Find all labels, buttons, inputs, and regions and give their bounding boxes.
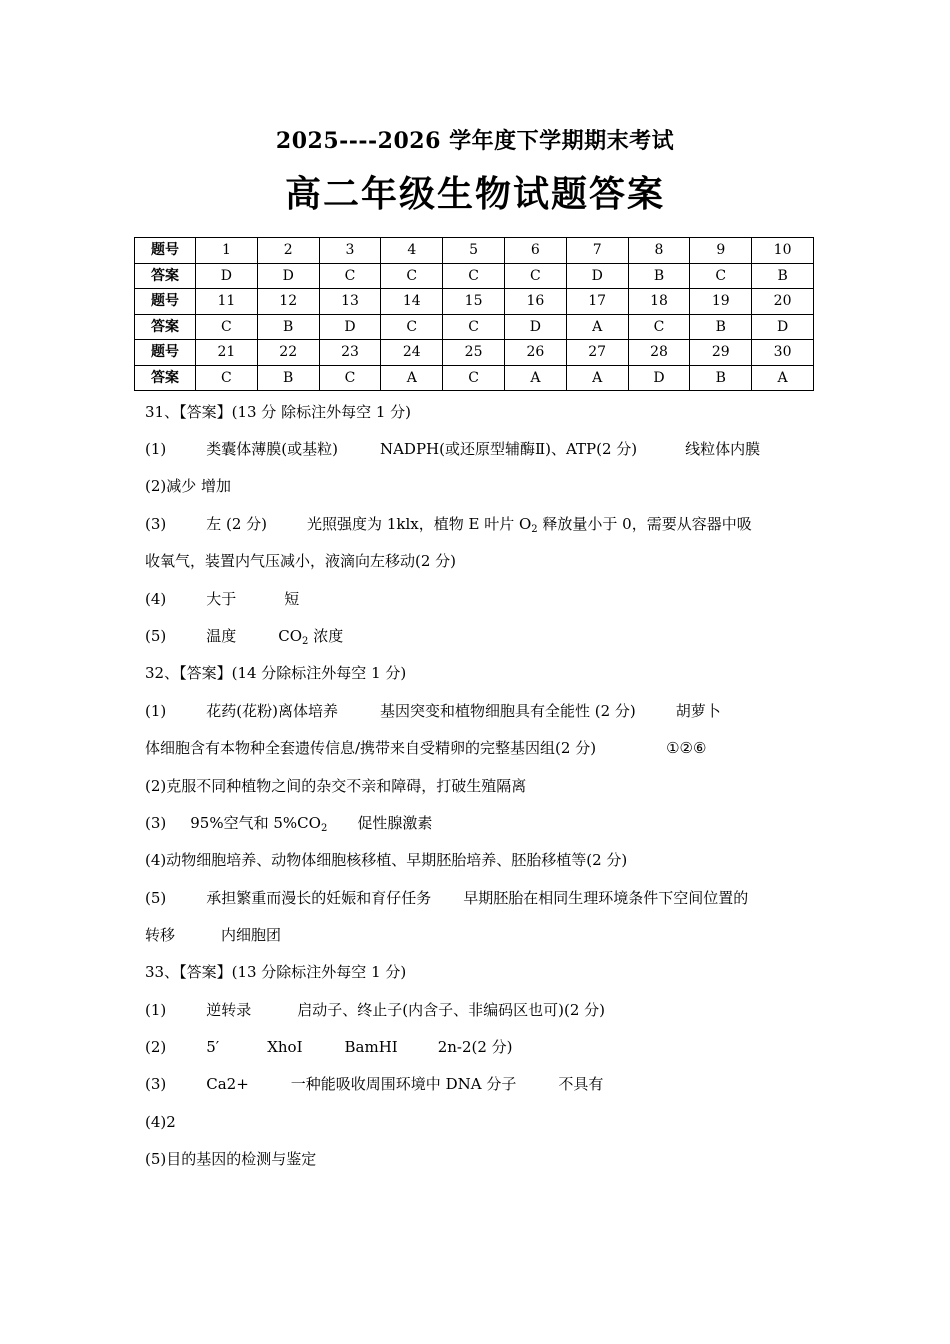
answer-cell: B — [628, 263, 690, 289]
table-row-numbers — [135, 289, 814, 315]
q33-p3-c: 不具有 — [558, 1075, 604, 1093]
table-row-answers — [135, 263, 814, 289]
answer-cell: C — [628, 314, 690, 340]
exam-title: 高二年级生物试题答案 — [284, 173, 665, 215]
q32-p1-c: 胡萝卜 — [675, 702, 721, 720]
q31-part2: (2)减少 增加 — [145, 477, 232, 495]
answer-cell: A — [504, 365, 566, 391]
question-number-cell: 10 — [752, 238, 814, 264]
q31-heading: 31、【答案】(13 分 除标注外每空 1 分) — [145, 403, 411, 421]
q32-p5-label: (5) — [145, 889, 167, 907]
answer-cell: D — [628, 365, 690, 391]
q32-part4: (4)动物细胞培养、动物体细胞核移植、早期胚胎培养、胚胎移植等(2 分) — [145, 851, 628, 869]
q31-part4 — [145, 588, 825, 610]
q31-p4-label: (4) — [145, 590, 167, 608]
question-number-cell: 28 — [628, 340, 690, 366]
q31-p4-a: 大于 — [206, 590, 237, 608]
q31-p1-c: 线粒体内膜 — [685, 440, 761, 458]
row-label-answer: 答案 — [135, 365, 196, 391]
q32-part5 — [145, 887, 825, 909]
row-label-number: 题号 — [135, 340, 196, 366]
q31-p3-a: 左 (2 分) — [206, 515, 268, 533]
answer-cell: C — [319, 263, 381, 289]
row-label-number: 题号 — [135, 289, 196, 315]
q33-p2-d: 2n-2(2 分) — [437, 1038, 513, 1056]
answer-cell: C — [443, 263, 505, 289]
answer-cell: C — [443, 314, 505, 340]
q31-p5-sub: 2 — [302, 636, 309, 647]
answer-cell: C — [196, 365, 258, 391]
q33-p3-label: (3) — [145, 1075, 167, 1093]
q32-p3-sub: 2 — [320, 823, 328, 834]
table-row-numbers — [135, 340, 814, 366]
q31-p4-b: 短 — [284, 590, 300, 608]
q31-part3 — [145, 513, 825, 535]
q33-part4: (4)2 — [145, 1113, 176, 1131]
exam-subtitle: 2025----2026 学年度下学期期末考试 — [275, 128, 675, 154]
q32-p5-a: 承担繁重而漫长的妊娠和育仔任务 — [206, 889, 432, 907]
question-number-cell: 14 — [381, 289, 443, 315]
question-number-cell: 21 — [196, 340, 258, 366]
question-number-cell: 23 — [319, 340, 381, 366]
q31-p1-a: 类囊体薄膜(或基粒) — [206, 440, 338, 458]
q31-p3-b2: 释放量小于 0，需要从容器中吸 — [537, 515, 752, 533]
q33-p2-a: 5′ — [206, 1038, 220, 1056]
answer-cell: D — [504, 314, 566, 340]
q33-p2-b: XhoI — [267, 1038, 303, 1056]
q31-p1-b: NADPH(或还原型辅酶Ⅱ)、ATP(2 分) — [379, 440, 638, 458]
q32-p5-cont-a: 转移 — [145, 926, 176, 944]
q31-p3-label: (3) — [145, 515, 167, 533]
q33-part1 — [145, 999, 825, 1021]
q32-part3 — [145, 812, 825, 834]
q32-p1-b: 基因突变和植物细胞具有全能性 (2 分) — [379, 702, 636, 720]
answer-cell: D — [566, 263, 628, 289]
q32-p5-b: 早期胚胎在相同生理环境条件下空间位置的 — [463, 889, 749, 907]
question-number-cell: 11 — [196, 289, 258, 315]
answer-cell: A — [566, 365, 628, 391]
q33-p2-label: (2) — [145, 1038, 167, 1056]
q31-part5 — [145, 625, 825, 647]
answer-cell: A — [752, 365, 814, 391]
answer-cell: B — [690, 365, 752, 391]
q33-part2 — [145, 1036, 825, 1058]
question-number-cell: 12 — [257, 289, 319, 315]
question-number-cell: 9 — [690, 238, 752, 264]
q31-part3-cont: 收氧气，装置内气压减小，液滴向左移动(2 分) — [145, 552, 457, 570]
answer-cell: D — [196, 263, 258, 289]
question-number-cell: 17 — [566, 289, 628, 315]
answer-cell: C — [690, 263, 752, 289]
row-label-answer: 答案 — [135, 263, 196, 289]
answer-cell: D — [752, 314, 814, 340]
row-label-answer: 答案 — [135, 314, 196, 340]
answer-cell: C — [504, 263, 566, 289]
answer-table — [134, 237, 814, 391]
question-number-cell: 8 — [628, 238, 690, 264]
q33-p2-c: BamHI — [344, 1038, 398, 1056]
question-number-cell: 3 — [319, 238, 381, 264]
q32-p3-a1: 95%空气和 5%CO — [190, 814, 321, 832]
q32-part2: (2)克服不同种植物之间的杂交不亲和障碍，打破生殖隔离 — [145, 777, 527, 795]
row-label-number: 题号 — [135, 238, 196, 264]
question-number-cell: 1 — [196, 238, 258, 264]
q31-p3-sub: 2 — [531, 524, 538, 535]
q33-p3-a: Ca2+ — [206, 1075, 249, 1093]
question-number-cell: 30 — [752, 340, 814, 366]
q33-part3 — [145, 1073, 825, 1095]
q31-part1 — [145, 438, 825, 460]
q32-p1-label: (1) — [145, 702, 167, 720]
answer-cell: C — [381, 263, 443, 289]
q31-p5-b2: 浓度 — [308, 627, 344, 645]
q31-p5-label: (5) — [145, 627, 167, 645]
q32-part5-cont — [145, 924, 825, 946]
question-number-cell: 24 — [381, 340, 443, 366]
q33-heading: 33、【答案】(13 分除标注外每空 1 分) — [145, 963, 407, 981]
q31-p5-a: 温度 — [206, 627, 237, 645]
q31-p5-b1: CO — [278, 627, 303, 645]
table-row-numbers — [135, 238, 814, 264]
answer-cell: B — [752, 263, 814, 289]
q32-p1-a: 花药(花粉)离体培养 — [206, 702, 338, 720]
question-number-cell: 7 — [566, 238, 628, 264]
answer-cell: C — [196, 314, 258, 340]
table-row-answers — [135, 314, 814, 340]
q32-p3-b: 促性腺激素 — [357, 814, 433, 832]
question-number-cell: 27 — [566, 340, 628, 366]
answer-cell: B — [257, 314, 319, 340]
q33-p1-a: 逆转录 — [206, 1001, 252, 1019]
q33-part5: (5)目的基因的检测与鉴定 — [145, 1150, 317, 1168]
question-number-cell: 5 — [443, 238, 505, 264]
question-number-cell: 29 — [690, 340, 752, 366]
q32-p3-label: (3) — [145, 814, 167, 832]
question-number-cell: 6 — [504, 238, 566, 264]
q32-part1 — [145, 700, 825, 722]
answer-cell: C — [319, 365, 381, 391]
answer-cell: D — [257, 263, 319, 289]
question-number-cell: 20 — [752, 289, 814, 315]
answer-cell: B — [690, 314, 752, 340]
question-number-cell: 4 — [381, 238, 443, 264]
question-number-cell: 26 — [504, 340, 566, 366]
q32-part1-cont — [145, 737, 825, 759]
question-number-cell: 19 — [690, 289, 752, 315]
q31-p3-b1: 光照强度为 1klx，植物 E 叶片 O — [307, 515, 532, 533]
question-number-cell: 16 — [504, 289, 566, 315]
answer-cell: A — [381, 365, 443, 391]
answer-cell: C — [381, 314, 443, 340]
q31-p1-label: (1) — [145, 440, 167, 458]
q32-p5-cont-b: 内细胞团 — [221, 926, 282, 944]
q33-p1-label: (1) — [145, 1001, 167, 1019]
answer-cell: C — [443, 365, 505, 391]
answer-cell: A — [566, 314, 628, 340]
q32-p1-cont: 体细胞含有本物种全套遗传信息/携带来自受精卵的完整基因组(2 分) — [145, 739, 597, 757]
answer-cell: B — [257, 365, 319, 391]
question-number-cell: 15 — [443, 289, 505, 315]
question-number-cell: 22 — [257, 340, 319, 366]
q33-p3-b: 一种能吸收周围环境中 DNA 分子 — [290, 1075, 517, 1093]
question-number-cell: 13 — [319, 289, 381, 315]
question-number-cell: 2 — [257, 238, 319, 264]
answer-cell: D — [319, 314, 381, 340]
q32-heading: 32、【答案】(14 分除标注外每空 1 分) — [145, 664, 407, 682]
q33-p1-b: 启动子、终止子(内含子、非编码区也可)(2 分) — [297, 1001, 605, 1019]
q32-p1-d: ①②⑥ — [666, 739, 707, 757]
question-number-cell: 25 — [443, 340, 505, 366]
table-row-answers — [135, 365, 814, 391]
question-number-cell: 18 — [628, 289, 690, 315]
